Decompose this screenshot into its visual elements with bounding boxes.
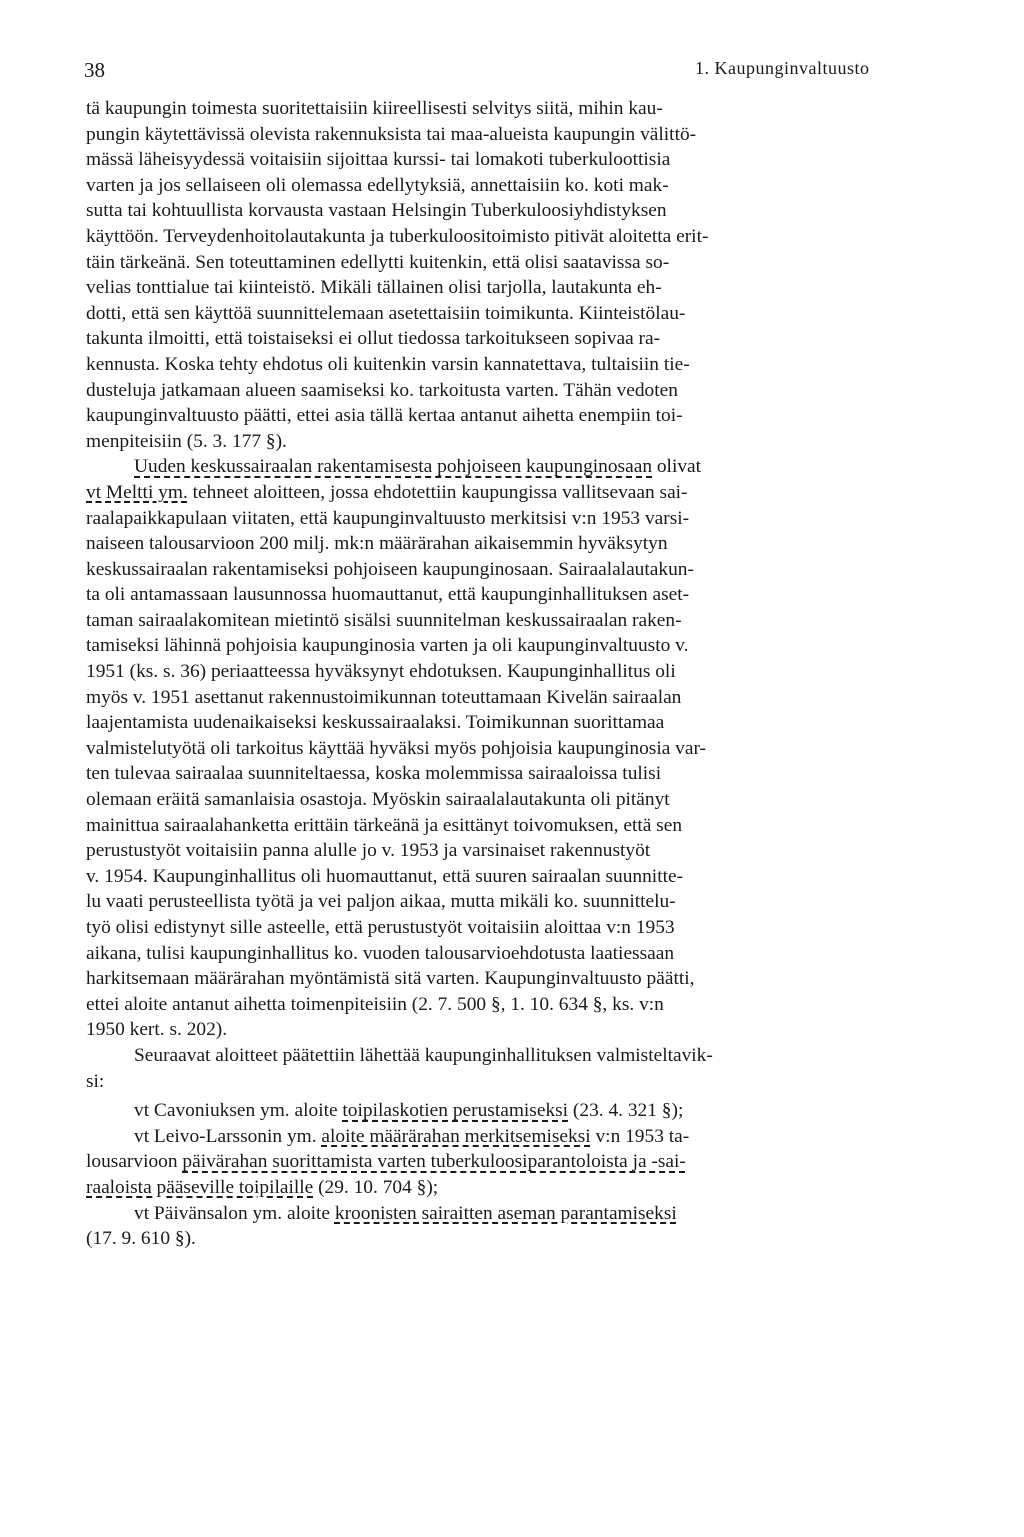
text-line: tä kaupungin toimesta suoritettaisiin kiireellisesti selvitys siitä, mihin kau-: [86, 98, 663, 119]
underlined-subject: aloite määrärahan merkitsemiseksi: [321, 1125, 591, 1147]
text-line: 1950 kert. s. 202).: [86, 1019, 228, 1041]
underlined-subject: kroonisten sairaitten aseman parantamiseksi: [334, 1202, 677, 1224]
text-line: dusteluja jatkamaan alueen saamiseksi ko. tarkoitusta varten. Tähän vedoten: [86, 379, 678, 401]
text-fragment: (23. 4. 321 §);: [568, 1100, 684, 1122]
text-line: menpiteisiin (5. 3. 177 §).: [86, 430, 287, 452]
text-line: mainittua sairaalahanketta erittäin tärkeänä ja esittänyt toivomuksen, että sen: [86, 814, 683, 836]
text-line: v. 1954. Kaupunginhallitus oli huomauttanut, että suuren sairaalan suunnitte-: [86, 865, 684, 887]
text-fragment: vt Cavoniuksen ym. aloite: [134, 1100, 343, 1122]
text-line: laajentamista uudenaikaiseksi keskussairaalaksi. Toimikunnan suorittamaa: [86, 712, 665, 734]
text-fragment: lousarvioon: [86, 1151, 183, 1173]
text-fragment: vt Päivänsalon ym. aloite: [134, 1202, 335, 1224]
text-line: harkitsemaan määrärahan myöntämistä sitä varten. Kaupunginvaltuusto päätti,: [86, 968, 695, 990]
text-line: raalapaikkapulaan viitaten, että kaupunginvaltuusto merkitsisi v:n 1953 varsi-: [86, 507, 690, 529]
text-fragment: v:n 1953 ta-: [590, 1125, 690, 1147]
text-line: sutta tai kohtuullista korvausta vastaan Helsingin Tuberkuloosiyhdistyksen: [86, 200, 667, 222]
text-fragment: (17. 9. 610 §).: [86, 1228, 196, 1250]
underlined-subject: Uuden keskussairaalan rakentamisesta pohjoiseen kaupunginosaan: [134, 456, 653, 478]
text-line: lu vaati perusteellista työtä ja vei paljon aikaa, mutta mikäli ko. suunnittelu-: [86, 891, 676, 913]
text-line: ta oli antamassaan lausunnossa huomauttanut, että kaupunginhallituksen aset-: [86, 584, 690, 606]
text-line: ten tulevaa sairaalaa suunniteltaessa, koska molemmissa sairaaloissa tulisi: [86, 763, 662, 785]
running-head: 1. Kaupunginvaltuusto: [695, 58, 870, 78]
page-number: 38: [84, 58, 105, 82]
text-line: Seuraavat aloitteet päätettiin lähettää kaupunginhallituksen valmisteltavik-: [134, 1044, 713, 1066]
text-line: ettei aloite antanut aihetta toimenpiteisiin (2. 7. 500 §, 1. 10. 634 §, ks. v:n: [86, 993, 664, 1015]
underlined-subject: päivärahan suorittamista varten tuberkuloosiparantoloista ja -sai-: [182, 1151, 686, 1173]
text-fragment: olivat: [652, 456, 702, 478]
text-line: valmistelutyötä oli tarkoitus käyttää hyväksi myös pohjoisia kaupunginosia var-: [86, 737, 707, 759]
text-line: taman sairaalakomitean mietintö sisälsi suunnitelman keskussairaalan raken-: [86, 609, 682, 631]
text-line: 1951 (ks. s. 36) periaatteessa hyväksynyt ehdotuksen. Kaupunginhallitus oli: [86, 661, 676, 683]
initiative-continuation: [86, 1175, 982, 1201]
text-line: keskussairaalan rakentamiseksi pohjoiseen kaupunginosaan. Sairaalalautakun-: [86, 558, 694, 580]
text-line: käyttöön. Terveydenhoitolautakunta ja tuberkuloositoimisto pitivät aloitetta erit-: [86, 225, 709, 247]
text-fragment: tehneet aloitteen, jossa ehdotettiin kaupungissa vallitsevaan sai-: [187, 481, 688, 503]
initiative-continuation: [86, 1226, 982, 1252]
text-line: perustustyöt voitaisiin panna alulle jo v. 1953 ja varsinaiset rakennustyöt: [86, 840, 651, 862]
text-line: pungin käytettävissä olevista rakennuksista tai maa-alueista kaupungin välittö-: [86, 123, 697, 145]
text-line: naiseen talousarvioon 200 milj. mk:n määrärahan aikaisemmin hyväksytyn: [86, 533, 668, 555]
text-line: dotti, että sen käyttöä suunnittelemaan asetettaisiin toimikunta. Kiinteistölau-: [86, 302, 686, 324]
text-line: myös v. 1951 asettanut rakennustoimikunnan toteuttamaan Kivelän sairaalan: [86, 686, 682, 708]
underlined-name: vt Meltti ym.: [86, 481, 188, 503]
text-line: kennusta. Koska tehty ehdotus oli kuitenkin varsin kannatettava, tultaisiin tie-: [86, 353, 690, 375]
text-line: si:: [86, 1070, 105, 1092]
text-fragment: (29. 10. 704 §);: [313, 1176, 439, 1198]
text-line: aikana, tulisi kaupunginhallitus ko. vuoden talousarvioehdotusta laatiessaan: [86, 942, 675, 964]
paragraph-heading-line: [86, 454, 982, 480]
text-line: tamiseksi lähinnä pohjoisia kaupunginosia varten ja oli kaupunginvaltuusto v.: [86, 635, 689, 657]
text-fragment: vt Leivo-Larssonin ym.: [134, 1125, 322, 1147]
initiative-item: [86, 1201, 982, 1227]
text-line: takunta ilmoitti, että toistaiseksi ei ollut tiedossa tarkoitukseen sopivaa ra-: [86, 328, 661, 350]
initiative-item: [86, 1098, 982, 1124]
text-line: velias tonttialue tai kiinteistö. Mikäli tällainen olisi tarjolla, lautakunta eh-: [86, 277, 662, 299]
document-body: [86, 96, 982, 1252]
initiative-continuation: [86, 1149, 982, 1175]
text-line: [86, 480, 982, 506]
initiative-item: [86, 1124, 982, 1150]
text-line: kaupunginvaltuusto päätti, ettei asia tällä kertaa antanut aihetta enempiin toi-: [86, 405, 683, 427]
underlined-subject: raaloista pääseville toipilaille: [86, 1176, 314, 1198]
underlined-subject: toipilaskotien perustamiseksi: [342, 1100, 569, 1122]
text-line: olemaan eräitä samanlaisia osastoja. Myöskin sairaalalautakunta oli pitänyt: [86, 789, 670, 811]
text-line: täin tärkeänä. Sen toteuttaminen edellytti kuitenkin, että olisi saatavissa so-: [86, 251, 670, 273]
text-line: työ olisi edistynyt sille asteelle, että perustustyöt voitaisiin aloittaa v:n 1953: [86, 917, 675, 938]
text-line: varten ja jos sellaiseen oli olemassa edellytyksiä, annettaisiin ko. koti mak-: [86, 174, 669, 196]
text-line: mässä läheisyydessä voitaisiin sijoittaa kurssi- tai lomakoti tuberkuloottisia: [86, 149, 671, 171]
